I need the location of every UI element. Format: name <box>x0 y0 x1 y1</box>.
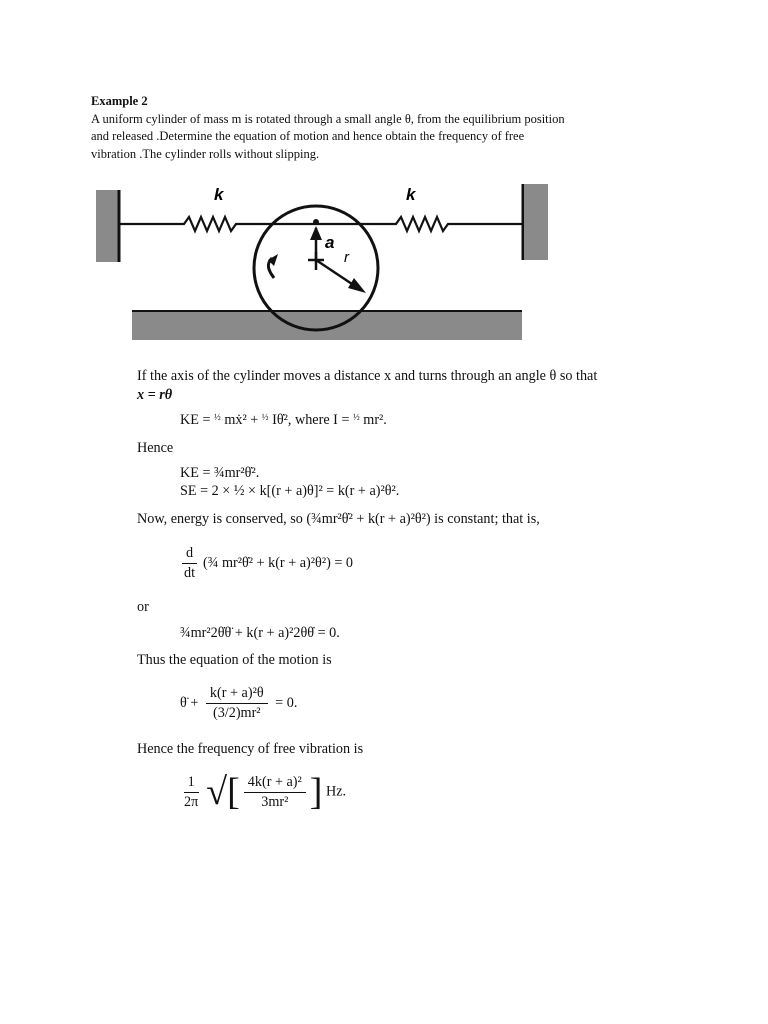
cylinder-spring-diagram <box>96 180 552 342</box>
derivative-equation: $\frac{d}{dt}$ (¾ mr²θ̇² + k(r + a)²θ²) = 0 <box>180 544 353 583</box>
spring-label-right: k <box>406 185 416 204</box>
left-wall <box>96 190 119 262</box>
radius-label: r <box>344 249 349 266</box>
hence-label: Hence <box>137 440 174 456</box>
equation-of-motion: θ̈ + $\frac{\text{k(r + a)²θ}}{\text{(3/2)mr²}}$ = 0. <box>180 685 298 721</box>
left-spring <box>119 217 316 231</box>
solution-line-2: x = rθ <box>137 387 173 403</box>
frequency-formula: $\frac{1}{2\pi}$ √[ $\frac{\text{4k(r + a)²}}{\text{3mr²}}$ ] Hz. <box>184 771 347 813</box>
thus-label: Thus the equation of the motion is <box>137 652 332 668</box>
expanded-equation: ¾mr²2θ̇θ̈ + k(r + a)²2θθ̇ = 0. <box>180 625 340 641</box>
kinetic-energy-2: KE = ¾mr²θ̇². <box>180 465 260 481</box>
spring-energy: SE = 2 × ½ × k[(r + a)θ]² = k(r + a)²θ². <box>180 483 400 499</box>
example-body: A uniform cylinder of mass m is rotated through a small angle θ, from the equilibrium position and released .Determine the equation of motion and hence obtain the frequency of free vibration .The cylinder rolls without slipping. <box>91 111 565 161</box>
right-spring <box>316 217 523 231</box>
right-wall <box>525 184 548 260</box>
spring-label-left: k <box>214 185 224 204</box>
offset-label: a <box>325 233 335 252</box>
kinetic-energy-line: KE = $^{\frac{1}{2}}$ mẋ² + $^{\frac{1}{2}}$ Iθ̇², where I = $^{\frac{1}{2}}$ mr². <box>180 412 387 428</box>
frequency-intro: Hence the frequency of free vibration is <box>137 741 364 757</box>
solution-line-1: If the axis of the cylinder moves a distance x and turns through an angle θ so that <box>137 368 598 384</box>
or-label: or <box>137 599 149 615</box>
energy-conserved: Now, energy is conserved, so (¾mr²θ̇² + k(r + a)²θ²) is constant; that is, <box>137 511 540 527</box>
ground <box>132 312 522 340</box>
example-block <box>91 93 571 163</box>
example-title: Example 2 <box>91 94 148 108</box>
